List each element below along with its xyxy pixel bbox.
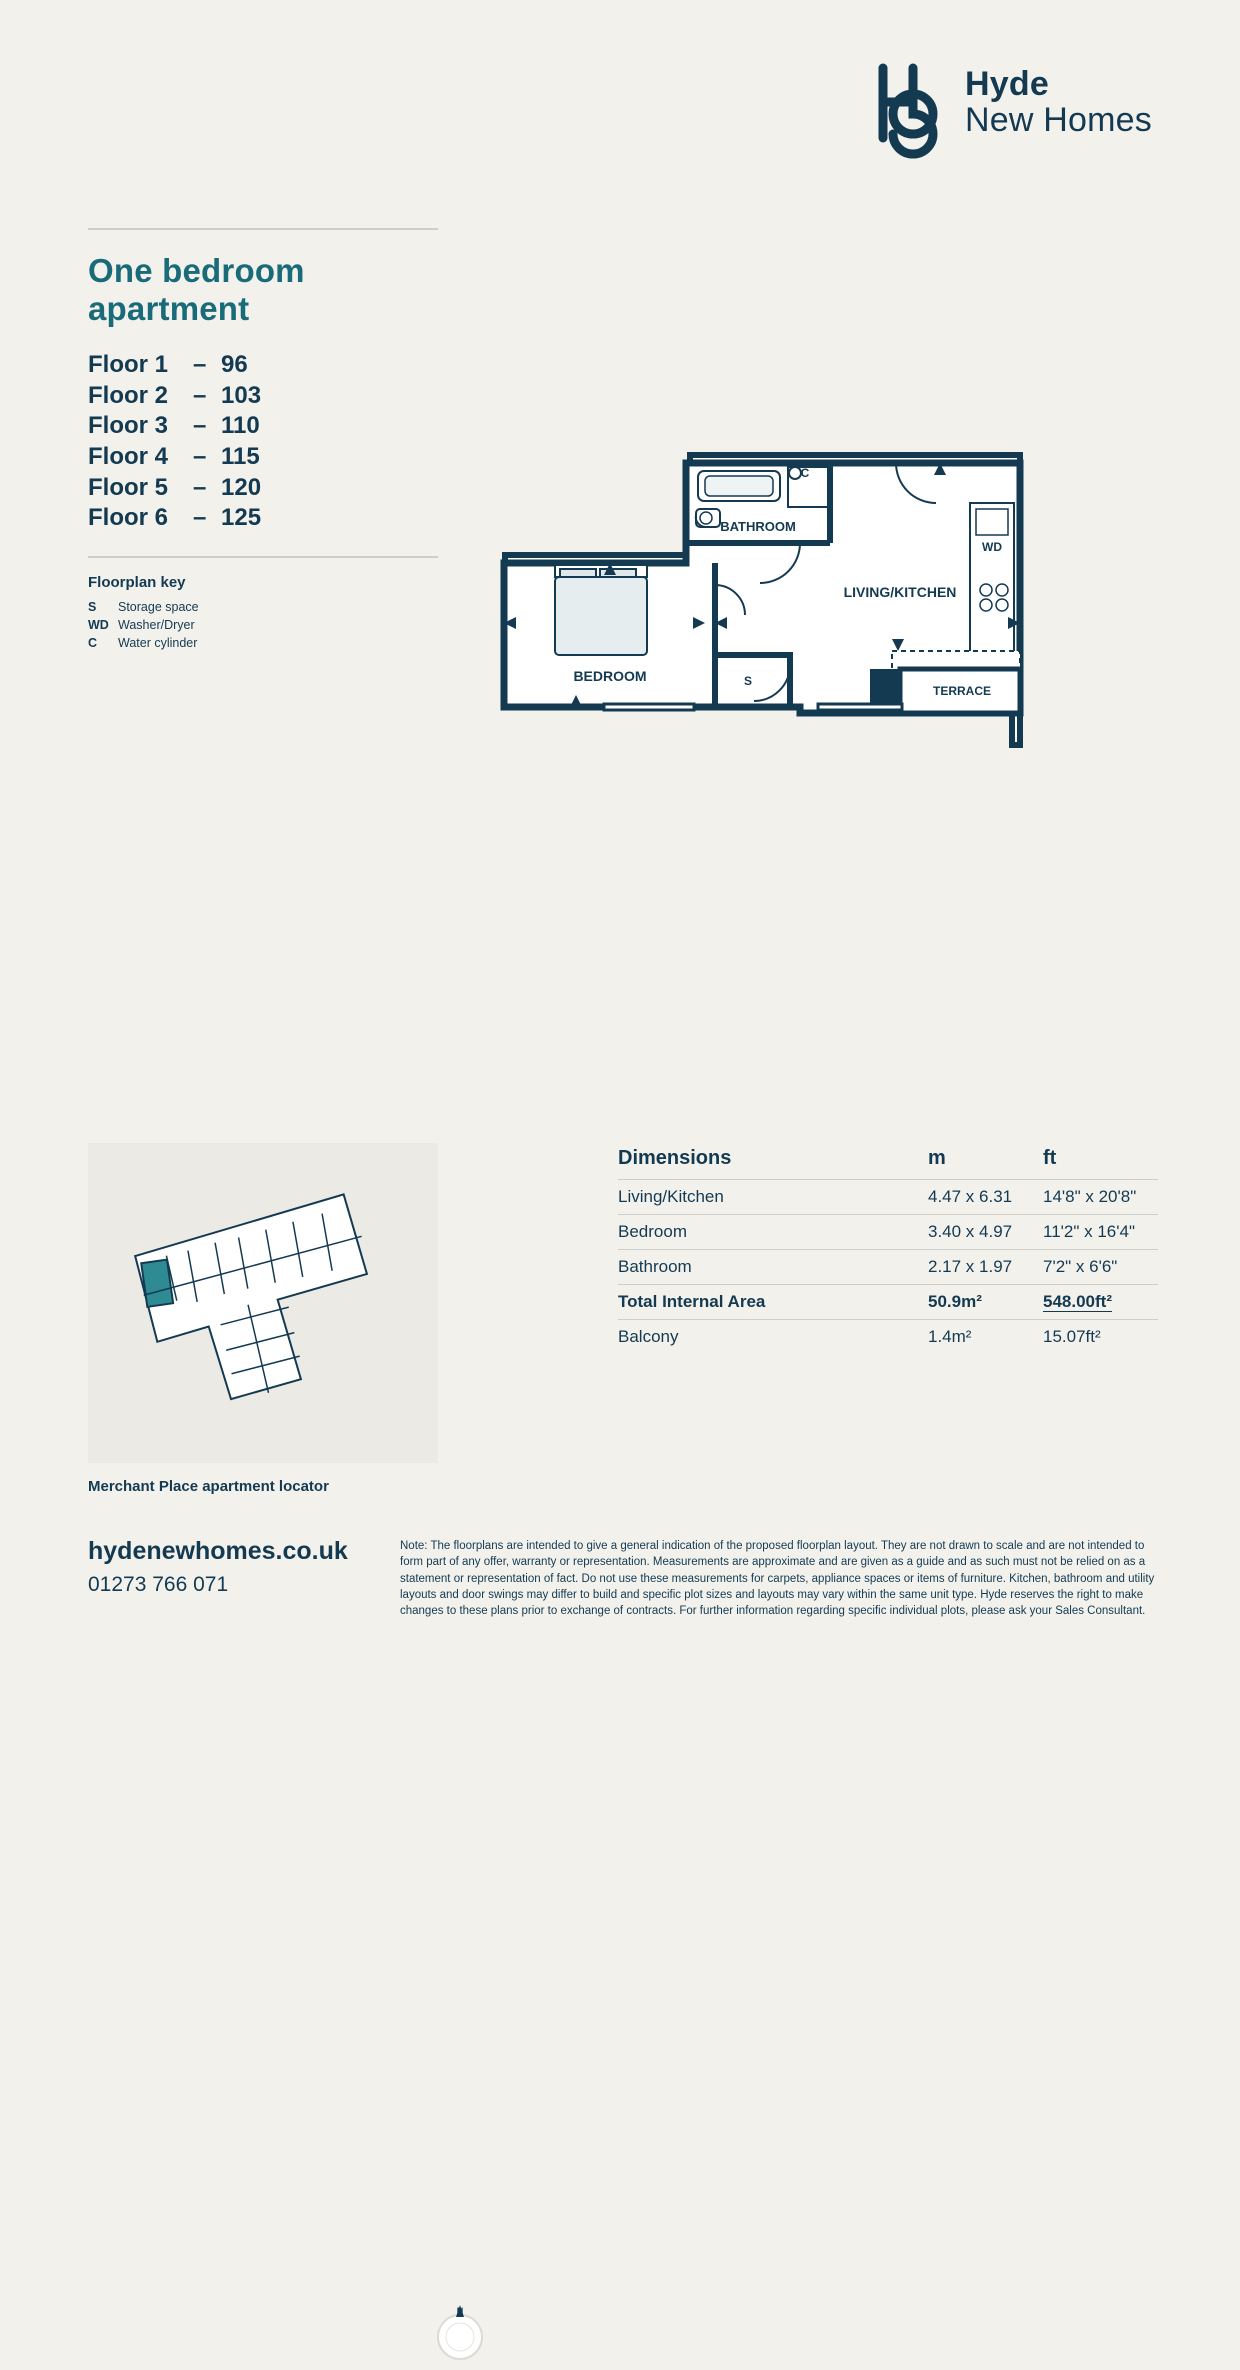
total-ft	[1043, 1285, 1158, 1320]
brand-wordmark	[965, 67, 1152, 138]
key-item	[88, 616, 438, 634]
total-label: Total Internal Area	[618, 1292, 766, 1311]
room-name: Bedroom	[618, 1222, 687, 1241]
svg-text:WD: WD	[982, 540, 1002, 554]
room-size-ft: 14'8" x 20'8"	[1043, 1187, 1137, 1206]
key-item	[88, 598, 438, 616]
svg-text:TERRACE: TERRACE	[932, 684, 992, 698]
total-m: 50.9m²	[928, 1292, 982, 1311]
room-size-m: 2.17 x 1.97	[928, 1257, 1013, 1276]
key-label: Water cylinder	[118, 636, 198, 651]
divider-key	[88, 556, 438, 558]
floorplan-drawing	[500, 455, 1080, 755]
table-row-balcony	[618, 1320, 1158, 1355]
floor-list	[88, 350, 438, 534]
table-row	[618, 1180, 1158, 1215]
floor-row	[88, 411, 438, 442]
room-size-ft: 11'2" x 16'4"	[1043, 1222, 1135, 1241]
floor-label: Floor 3	[88, 412, 169, 440]
divider-top	[88, 228, 438, 230]
floor-dash: –	[193, 350, 207, 378]
page-title: One bedroom apartment	[88, 252, 305, 327]
floor-dash: –	[193, 504, 207, 532]
floor-dash: –	[193, 473, 207, 501]
floor-label: Floor 5	[88, 473, 169, 501]
dimensions-table	[618, 1140, 1158, 1354]
svg-text:BEDROOM: BEDROOM	[573, 668, 647, 684]
column-header-ft: ft	[1043, 1147, 1057, 1169]
brand-logo	[873, 62, 1152, 144]
key-label: Storage space	[118, 600, 199, 615]
svg-text:BATHROOM: BATHROOM	[720, 519, 796, 534]
floor-row	[88, 442, 438, 473]
floor-dash: –	[193, 443, 207, 471]
room-name: Living/Kitchen	[618, 1187, 724, 1206]
total-ft-value: 548.00ft²	[1043, 1292, 1112, 1311]
key-label: Washer/Dryer	[118, 618, 195, 633]
table-row-total	[618, 1285, 1158, 1320]
svg-text:S: S	[743, 674, 753, 688]
brand-line-2: New Homes	[965, 101, 1152, 139]
room-size-ft: 7'2" x 6'6"	[1043, 1257, 1118, 1276]
table-row	[618, 1215, 1158, 1250]
svg-text:LIVING/KITCHEN: LIVING/KITCHEN	[843, 584, 957, 600]
floorplan-key-list	[88, 598, 438, 652]
website-link[interactable]: hydenewhomes.co.uk	[88, 1537, 348, 1565]
left-column	[88, 228, 438, 653]
floor-number: 96	[221, 350, 248, 378]
key-code: C	[88, 636, 98, 651]
floor-label: Floor 1	[88, 350, 169, 378]
hyde-h-logo-icon	[873, 62, 947, 144]
floor-label: Floor 2	[88, 381, 169, 409]
compass-icon	[428, 2301, 492, 2365]
telephone-number: 01273 766 071	[88, 1573, 229, 1596]
floor-row	[88, 473, 438, 504]
svg-text:C: C	[800, 466, 810, 480]
brand-line-1: Hyde	[965, 65, 1049, 104]
floor-row	[88, 381, 438, 412]
svg-text:N: N	[456, 2306, 464, 2316]
table-header-row	[618, 1140, 1158, 1180]
floor-number: 125	[221, 504, 262, 532]
balcony-label: Balcony	[618, 1327, 679, 1346]
key-item	[88, 634, 438, 652]
floorplan-key-title: Floorplan key	[88, 574, 186, 592]
floor-dash: –	[193, 412, 207, 440]
floor-row	[88, 503, 438, 534]
floor-number: 110	[221, 412, 260, 440]
balcony-ft: 15.07ft²	[1043, 1327, 1101, 1346]
floor-number: 115	[221, 443, 260, 471]
room-name: Bathroom	[618, 1257, 692, 1276]
floor-row	[88, 350, 438, 381]
room-size-m: 3.40 x 4.97	[928, 1222, 1013, 1241]
floor-number: 120	[221, 473, 262, 501]
locator-caption: Merchant Place apartment locator	[88, 1478, 329, 1495]
floor-dash: –	[193, 381, 207, 409]
column-header-m: m	[928, 1147, 946, 1169]
floor-label: Floor 4	[88, 443, 169, 471]
key-code: S	[88, 600, 97, 615]
key-code: WD	[88, 618, 109, 633]
room-size-m: 4.47 x 6.31	[928, 1187, 1013, 1206]
legal-note: Note: The floorplans are intended to give a general indication of the proposed floorplan layout. They are not drawn to scale and are not intended to form part of any offer, warranty or representation. Measurements are approximate and are given as a guide and as such must not be relied on as a statement or representation of fact. Do not use these measurements for carpets, appliance spaces or items of furniture. Kitchen, bathroom and utility layouts and door swings may differ to build and specific plot sizes and layouts may vary within the same unit type. Hyde reserves the right to make changes to these plans prior to exchange of contracts. For further information regarding specific individual plots, please ask your Sales Consultant.	[400, 1540, 1155, 1618]
balcony-m: 1.4m²	[928, 1327, 972, 1346]
table-row	[618, 1250, 1158, 1285]
floor-number: 103	[221, 381, 262, 409]
dimensions-heading: Dimensions	[618, 1147, 732, 1169]
floor-label: Floor 6	[88, 504, 169, 532]
